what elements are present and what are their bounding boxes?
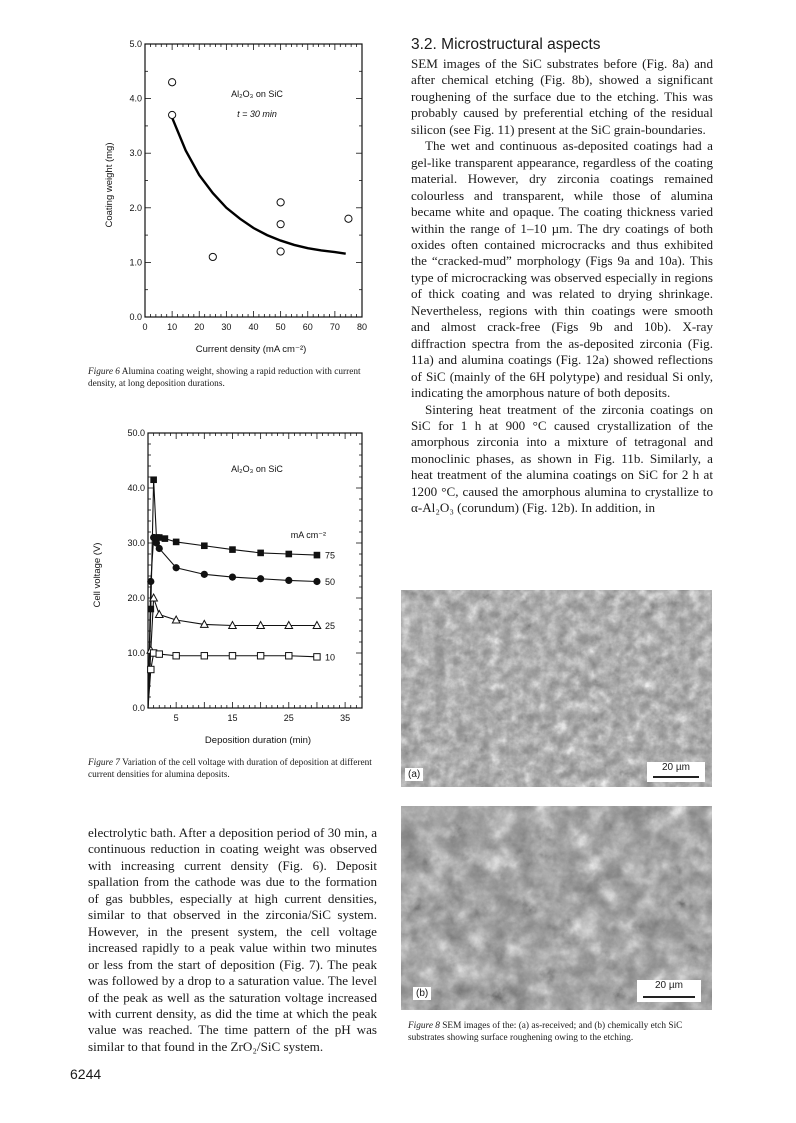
figure-8-caption-text: SEM images of the: (a) as-received; and (b) chemically etch SiC substrates showing surface roughening owing to the etching. (408, 1021, 683, 1043)
fig7-ylabel: Cell voltage (V) (92, 542, 103, 608)
figure-6-caption (88, 366, 373, 390)
fig6-xtick-label: 40 (248, 322, 259, 332)
fig6-ytick-label: 1.0 (129, 257, 142, 268)
fig6-frame (145, 44, 362, 317)
fig7-series-label-50: 50 (324, 577, 335, 587)
fig7-ytick-label: 40.0 (127, 483, 145, 493)
sem-b-label: (b) (413, 987, 431, 1000)
fig6-xtick-label: 30 (221, 322, 232, 332)
sem-a-scalebar (647, 762, 705, 782)
sem-image-b (401, 806, 712, 1010)
fig7-series-line-75 (148, 480, 317, 708)
fig7-series-label-25: 25 (324, 621, 335, 631)
fig7-xtick-label: 25 (283, 713, 294, 723)
fig7-point-10 (156, 651, 162, 657)
fig7-point-50 (173, 564, 180, 571)
fig6-xtick-label: 50 (275, 322, 286, 332)
fig6-data-point (169, 111, 176, 118)
figure-7-chart (90, 425, 380, 755)
figure-8-label: Figure 8 (408, 1021, 440, 1031)
fig7-point-10 (201, 653, 207, 659)
sem-b-scale-text: 20 µm (655, 980, 683, 991)
fig6-xlabel: Current density (mA cm⁻²) (195, 344, 307, 355)
fig6-ytick-label: 4.0 (129, 93, 142, 104)
fig7-xtick-label: 35 (340, 713, 351, 723)
fig7-series-label-10: 10 (324, 652, 335, 663)
fig6-ytick-label: 3.0 (129, 148, 142, 159)
right-paragraph-1: SEM images of the SiC substrates before (Fig. 8a) and after chemical etching (Fig. 8b), showed a significant roughening of the surface due to the etching. This was probably caused by preferential etching of the residual silicon (see Fig. 11) present at the SiC grain-boundaries. (411, 56, 713, 137)
fig7-ytick-label: 0.0 (132, 703, 145, 713)
fig6-ytick-label: 2.0 (129, 202, 142, 213)
fig7-point-50 (156, 545, 163, 552)
fig6-xtick-label: 10 (167, 322, 178, 332)
right-paragraph-2: The wet and continuous as-deposited coatings had a gel-like transparent appearance, regardless of the coating material. However, dry zirconia coatings remained colourless and transparent, while those of alumina became white and opaque. The coating thickness varied within the range of 1–10 µm. The dry coatings of both oxides often contained microcracks and thus exhibited the “cracked-mud” morphology (Figs 9a and 10a). This type of microcracking was observed especially in regions of thick coating and was related to drying shrinkage. Nevertheless, regions with thin coatings were smooth and almost crack-free (Figs 9b and 10b). X-ray diffraction spectra from the as-deposited zirconia (Fig. 11a) and alumina coatings (Fig. 12a) showed reflections of SiC (mainly of the 6H polytype) and residual Si only, indicating the amorphous nature of both deposits. (411, 138, 713, 401)
fig6-xtick-label: 60 (302, 322, 313, 332)
section-heading: 3.2. Microstructural aspects (411, 36, 601, 53)
right-column-text (411, 56, 713, 517)
fig7-ytick-label: 50.0 (127, 428, 145, 438)
fig6-xtick-label: 80 (356, 322, 368, 332)
figure-7-caption-text: Variation of the cell voltage with duration of deposition at different current densities for alumina deposits. (88, 758, 372, 780)
left-column-text (88, 825, 377, 1055)
sem-b-scalebar (637, 980, 701, 1002)
fig7-xtick-label: 5 (173, 713, 179, 723)
fig7-point-50 (257, 575, 264, 582)
fig6-xtick-label: 70 (329, 322, 340, 332)
fig6-data-point (345, 215, 352, 222)
fig7-annotation-material: Al₂O₃ on SiC (231, 464, 283, 474)
fig7-xtick-label: 15 (227, 713, 238, 723)
fig6-annotation-material: Al₂O₃ on SiC (231, 89, 283, 99)
fig7-point-25 (155, 611, 163, 618)
figure-6-label: Figure 6 (88, 367, 120, 377)
fig7-point-75 (257, 550, 264, 557)
fig7-point-50 (313, 578, 320, 585)
fig7-point-10 (314, 654, 320, 660)
fig7-point-75 (314, 552, 321, 559)
fig6-data-point (277, 221, 284, 228)
fig7-series-label-75: 75 (324, 550, 335, 561)
fig7-point-10 (173, 653, 179, 659)
figure-8-caption (408, 1020, 708, 1044)
sem-a-scale-text: 20 µm (662, 762, 690, 773)
fig7-point-10 (229, 653, 235, 659)
fig6-annotation-time: t = 30 min (237, 109, 277, 119)
right-paragraph-3: Sintering heat treatment of the zirconia coatings on SiC for 1 h at 900 °C caused crystallization of the amorphous zirconia into a mixture of tetragonal and monoclinic phases, as shown in Fig. 11b. Similarly, a heat treatment of the alumina coatings on SiC for 2 h at 1200 °C, caused the amorphous alumina to crystallize to α-Al₂O₃ (corundum) (Fig. 12b). In addition, in (411, 401, 713, 516)
fig6-xtick-label: 20 (194, 322, 205, 332)
fig6-data-point (277, 199, 284, 206)
fig7-point-75 (229, 546, 236, 553)
fig7-point-75 (201, 542, 208, 549)
fig7-frame (148, 433, 362, 708)
sem-image-a (401, 590, 712, 787)
fig7-point-75 (148, 606, 155, 613)
fig7-point-10 (286, 653, 292, 659)
fig7-point-50 (229, 574, 236, 581)
fig7-ytick-label: 30.0 (127, 538, 145, 548)
fig6-xtick-label: 0 (142, 322, 148, 332)
fig7-point-10 (257, 653, 263, 659)
fig6-data-point (277, 248, 284, 255)
fig7-point-75 (150, 476, 157, 483)
fig7-ytick-label: 20.0 (127, 593, 145, 603)
fig7-point-75 (173, 539, 180, 546)
fig7-xlabel: Deposition duration (min) (204, 735, 312, 746)
page-number: 6244 (70, 1066, 102, 1082)
fig7-legend-title: mA cm⁻² (290, 530, 326, 540)
fig7-point-50 (147, 578, 154, 585)
sem-texture-a (401, 590, 712, 787)
fig7-ytick-label: 10.0 (127, 648, 145, 658)
sem-a-label: (a) (405, 768, 423, 781)
figure-7-caption (88, 757, 373, 781)
fig6-ytick-label: 0.0 (129, 312, 142, 322)
figure-7-label: Figure 7 (88, 758, 120, 768)
fig7-point-50 (285, 577, 292, 584)
fig7-point-50 (201, 571, 208, 578)
figure-6-caption-text: Alumina coating weight, showing a rapid reduction with current density, at long deposition durations. (88, 367, 361, 389)
fig7-series-line-10 (148, 653, 317, 708)
left-paragraph: electrolytic bath. After a deposition period of 30 min, a continuous reduction in coating weight was observed with increasing current density (Fig. 6). Deposit spallation from the cathode was due to the formation of gas bubbles, especially at high current densities, similar to that observed in the zirconia/SiC system. However, in the present system, the cell voltage increased rapidly to a peak value within two minutes or less from the start of deposition (Fig. 7). The peak was followed by a drop to a saturation value. The level of the peak as well as the saturation voltage increased with current density, as did the time at which the peak value was reached. The time pattern of the pH was similar to that found in the ZrO₂/SiC system. (88, 825, 377, 1054)
fig6-data-point (169, 79, 176, 86)
fig6-data-point (209, 253, 216, 260)
fig6-ytick-label: 5.0 (129, 39, 142, 49)
figure-6-chart (90, 30, 380, 370)
fig7-point-75 (162, 535, 169, 542)
fig7-point-10 (148, 666, 154, 672)
fig7-point-75 (285, 551, 292, 558)
fig6-fit-curve (172, 118, 346, 254)
fig6-ylabel: Coating weight (mg) (104, 142, 115, 228)
